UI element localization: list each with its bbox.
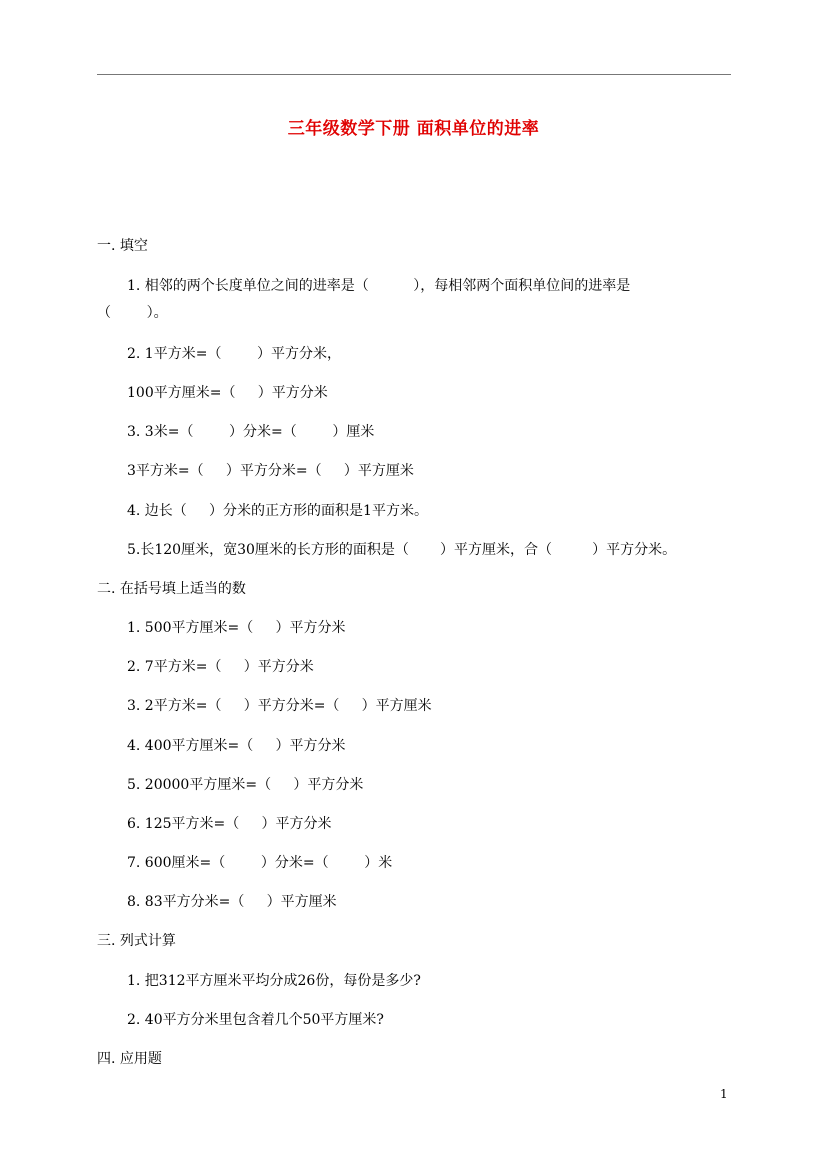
question-line: 1. 500平方厘米=（ ）平方分米 [127, 620, 346, 636]
question-line: 4. 400平方厘米=（ ）平方分米 [127, 738, 346, 754]
question-line: 1. 把312平方厘米平均分成26份，每份是多少? [127, 973, 421, 989]
question-line: 1. 相邻的两个长度单位之间的进率是（ ），每相邻两个面积单位间的进率是 [127, 278, 631, 294]
question-line: 8. 83平方分米=（ ）平方厘米 [127, 894, 337, 910]
section-heading-fill-numbers: 二. 在括号填上适当的数 [97, 581, 246, 597]
question-line: 2. 1平方米=（ ）平方分米， [127, 346, 342, 362]
question-line: 6. 125平方米=（ ）平方分米 [127, 816, 332, 832]
section-heading-fill-blank: 一. 填空 [97, 238, 148, 254]
question-line: 4. 边长（ ）分米的正方形的面积是1平方米。 [127, 503, 428, 519]
page-number: 1 [720, 1087, 728, 1101]
question-line: 3平方米=（ ）平方分米=（ ）平方厘米 [127, 463, 414, 479]
section-heading-calculation: 三. 列式计算 [97, 933, 176, 949]
question-line: 5.长120厘米，宽30厘米的长方形的面积是（ ）平方厘米，合（ ）平方分米。 [127, 542, 677, 558]
question-line: 3. 3米=（ ）分米=（ ）厘米 [127, 424, 375, 440]
question-line: 5. 20000平方厘米=（ ）平方分米 [127, 777, 364, 793]
question-line: 100平方厘米=（ ）平方分米 [127, 385, 328, 401]
question-line: 2. 40平方分米里包含着几个50平方厘米? [127, 1012, 384, 1028]
question-line: （ ）。 [97, 305, 168, 321]
header-rule [97, 74, 731, 75]
page-title: 三年级数学下册 面积单位的进率 [287, 119, 540, 139]
question-line: 2. 7平方米=（ ）平方分米 [127, 659, 314, 675]
question-line: 7. 600厘米=（ ）分米=（ ）米 [127, 855, 393, 871]
section-heading-word-problems: 四. 应用题 [97, 1051, 162, 1067]
question-line: 3. 2平方米=（ ）平方分米=（ ）平方厘米 [127, 698, 432, 714]
